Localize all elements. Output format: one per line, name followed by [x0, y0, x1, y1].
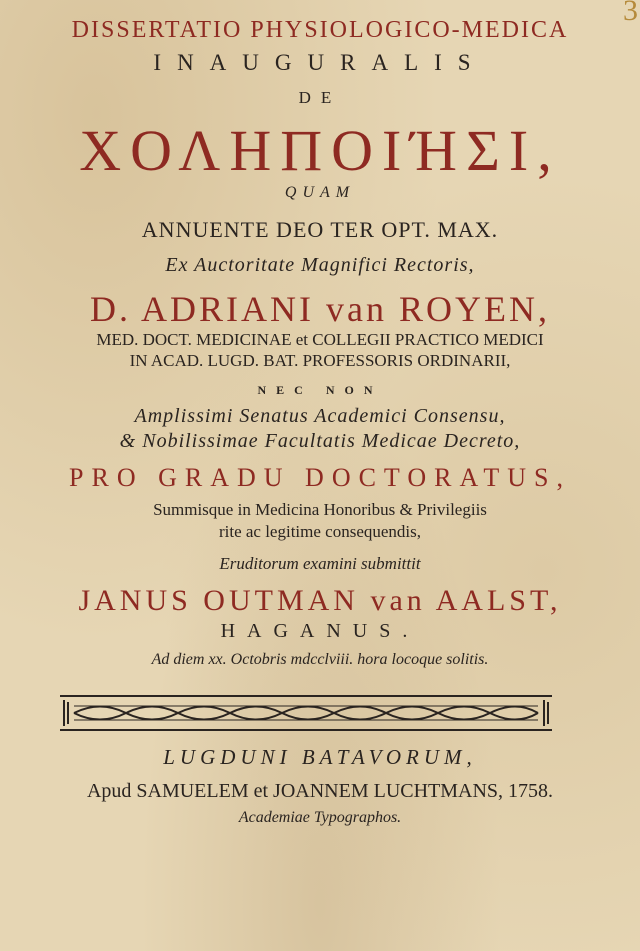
author-name: JANUS OUTMAN van AALST,: [78, 584, 562, 617]
summisque-line: Summisque in Medicina Honoribus & Privilegiis: [153, 500, 487, 519]
city-line: LUGDUNI BATAVORUM,: [163, 745, 477, 769]
eruditorum-line: Eruditorum examini submittit: [219, 554, 421, 573]
title-line-2: INAUGURALIS: [153, 50, 487, 75]
typographos-line: Academiae Typographos.: [238, 809, 402, 826]
date-line: Ad diem xx. Octobris mdcclviii. hora locoque solitis.: [151, 651, 489, 668]
rector-title-1: MED. DOCT. MEDICINAE et COLLEGII PRACTICO MEDICI: [96, 330, 544, 349]
corner-page-mark: 3: [623, 0, 638, 27]
facultatis-line: & Nobilissimae Facultatis Medicae Decreto,: [119, 430, 521, 452]
auctoritate-line: Ex Auctoritate Magnifici Rectoris,: [165, 254, 475, 276]
quam-word: QUAM: [284, 184, 356, 201]
nec-non: NEC NON: [257, 383, 383, 397]
senatus-line: Amplissimi Senatus Academici Consensu,: [134, 405, 506, 427]
annuente-line: ANNUENTE DEO TER OPT. MAX.: [141, 217, 499, 242]
title-line-1: DISSERTATIO PHYSIOLOGICO-MEDICA: [71, 17, 569, 43]
decorative-border-ornament: [60, 692, 552, 734]
rite-line: rite ac legitime consequendis,: [218, 522, 422, 541]
de-word: DE: [298, 88, 342, 107]
greek-title: ΧΟΛΗΠΟΙΉΣΙ,: [79, 118, 561, 183]
publisher-line: Apud SAMUELEM et JOANNEM LUCHTMANS, 1758.: [86, 780, 554, 802]
pro-gradu-line: PRO GRADU DOCTORATUS,: [69, 463, 571, 492]
rector-title-2: IN ACAD. LUGD. BAT. PROFESSORIS ORDINARII,: [129, 351, 511, 370]
rector-name: D. ADRIANI van ROYEN,: [90, 289, 550, 329]
haganus-line: HAGANUS.: [220, 620, 420, 642]
